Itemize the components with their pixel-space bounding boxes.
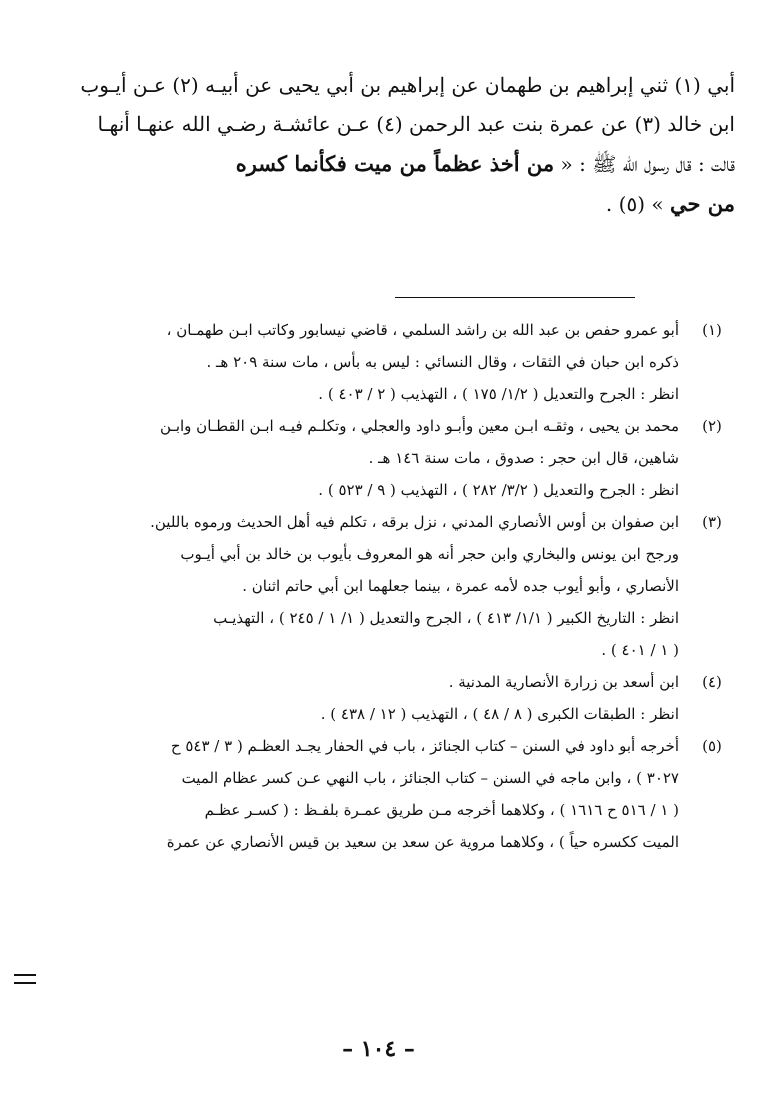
footnote-line: ابن صفوان بن أوس الأنصاري المدني ، نزل برقه ، تكلم فيه أهل الحديث ورموه باللين.: [150, 513, 679, 531]
footnote-number: (١): [702, 321, 722, 339]
footnote-4: [18, 666, 735, 730]
footnote-line: أخرجه أبو داود في السنن – كتاب الجنائز ، باب في الحفار يجـد العظـم ( ٣ / ٥٤٣ ح: [170, 737, 679, 755]
main-line-2: ابن خالد (٣) عن عمرة بنت عبد الرحمن (٤) عـن عائشـة رضـي الله عنهـا أنهـا: [97, 112, 735, 136]
main-line-4: [18, 184, 735, 224]
footnote-line: ورجح ابن يونس والبخاري وابن حجر أنه هو المعروف بأيوب بن خالد بن أبي أيـوب: [180, 545, 679, 563]
footnote-line: محمد بن يحيى ، وثقـه ابـن معين وأبـو داود والعجلي ، وتكلـم فيـه ابـن القطـان وابـن: [160, 417, 679, 435]
continuation-mark: [14, 974, 36, 984]
footnote-line: ابن أسعد بن زرارة الأنصارية المدنية .: [448, 673, 679, 691]
footnote-2: [18, 410, 735, 506]
main-text: [18, 66, 735, 224]
footnote-line: انظر : التاريخ الكبير ( ١/١/ ٤١٣ ) ، الجرح والتعديل ( ١/ ١ / ٢٤٥ ) ، التهذيـب: [213, 609, 679, 627]
footnote-1: [18, 314, 735, 410]
hadith-text-part-2: من حي: [669, 191, 735, 216]
footnote-number: (٣): [702, 513, 722, 531]
hadith-text-part-1: من أخذ عظماً من ميت فكأنما كسره: [235, 151, 555, 176]
footnote-5: [18, 730, 735, 858]
footnote-line: انظر : الطبقات الكبرى ( ٨ / ٤٨ ) ، التهذيب ( ١٢ / ٤٣٨ ) .: [320, 705, 679, 723]
footnote-line: الميت ككسره حياً ) ، وكلاهما مروية عن سعد بن سعيد بن قيس الأنصاري عن عمرة: [166, 833, 679, 851]
footnote-3: [18, 506, 735, 666]
footnote-line: انظر : الجرح والتعديل ( ٣/٢/ ٢٨٢ ) ، التهذيب ( ٩ / ٥٢٣ ) .: [318, 481, 679, 499]
footnote-line: ذكره ابن حبان في الثقات ، وقال النسائي : ليس به بأس ، مات سنة ٢٠٩ هـ .: [206, 353, 679, 371]
footnote-line: ٣٠٢٧ ) ، وابن ماجه في السنن – كتاب الجنائز ، باب النهي عـن كسر عظام الميت: [181, 769, 679, 787]
footnote-number: (٥): [702, 737, 722, 755]
footnote-line: شاهين، قال ابن حجر : صدوق ، مات سنة ١٤٦ هـ .: [368, 449, 679, 467]
footnote-number: (٢): [702, 417, 722, 435]
footnote-line: ( ١ / ٤٠١ ) .: [601, 641, 679, 659]
page-number: – ١٠٤ –: [342, 1036, 415, 1062]
main-line-3-prefix: قالت : قال رسول الله ﷺ : «: [560, 152, 735, 176]
footnote-separator: [395, 297, 635, 298]
main-line-4-suffix: » (٥) .: [605, 192, 664, 216]
footnotes: [18, 314, 735, 858]
footnote-line: الأنصاري ، وأبو أيوب جده لأمه عمرة ، بينما جعلهما ابن أبي حاتم اثنان .: [242, 577, 679, 595]
footnote-line: انظر : الجرح والتعديل ( ١/٢/ ١٧٥ ) ، التهذيب ( ٢ / ٤٠٣ ) .: [318, 385, 679, 403]
footnote-line: أبو عمرو حفص بن عبد الله بن راشد السلمي ، قاضي نيسابور وكاتب ابـن طهمـان ،: [166, 321, 679, 339]
footnote-number: (٤): [702, 673, 722, 691]
main-line-3: [18, 144, 735, 184]
main-line-1: أبي (١) ثني إبراهيم بن طهمان عن إبراهيم بن أبي يحيى عن أبيـه (٢) عـن أيـوب: [80, 73, 735, 97]
footnote-line: ( ١ / ٥١٦ ح ١٦١٦ ) ، وكلاهما أخرجه مـن طريق عمـرة بلفـظ : ( كسـر عظـم: [204, 801, 679, 819]
